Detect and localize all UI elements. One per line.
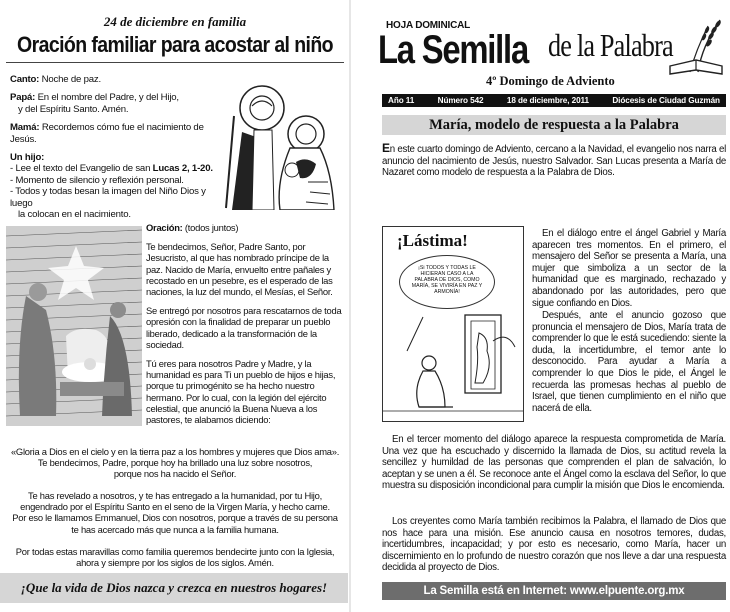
gloria-line-3: porque nos ha nacido el Señor.: [113, 468, 237, 480]
issue-number: Número 542: [437, 96, 484, 105]
family-prayer-page: [0, 0, 348, 612]
cartoon-speech-bubble: ¡Si TODOS Y TODAS LE HICIERAN CASO A LA PALABRA DE DIOS, COMO MARÍA, SE VIVIRÍA EN PAZ Y ARMONÍA!: [399, 255, 495, 309]
prayer-intro: [10, 74, 220, 220]
cartoon-drawing: [383, 311, 523, 421]
masthead-semilla: La Semilla: [378, 28, 528, 72]
gloria-line-2: Te bendecimos, Padre, porque hoy ha brillado una luz sobre nosotros,: [37, 457, 313, 469]
masthead-de-la-palabra: de la Palabra: [548, 27, 673, 63]
hijo-line-2: - Momento de silencio y reflexión personal.: [10, 174, 184, 186]
maravillas-line-2: ahora y siempre por los siglos de los siglos. Amén.: [76, 557, 274, 569]
holy-family-illustration: [212, 72, 340, 210]
revelado-line-1: Te has revelado a nosotros, y te has entregado a la humanidad, por tu Hijo,: [28, 490, 322, 501]
title-rule: [6, 62, 344, 63]
gloria-line-1: «Gloria a Dios en el cielo y en la tierra paz a los hombres y mujeres que Dios ama».: [10, 446, 340, 457]
article-title: María, modelo de respuesta a la Palabra: [382, 115, 726, 135]
bulletin-page: [352, 0, 730, 612]
maravillas-block: [8, 546, 342, 568]
paragraph-2: Después, ante el anuncio gozoso que pronuncia el mensajero de Dios, María trata de comprender lo que le está sucediendo: siente la duda, la incertidumbre, el temor ante lo desconocido. Para ayudar a María a comprender lo que Dios le pide, el Ángel le recuerda las promesas hechas al pueblo de Israel, que tienen cumplimiento en el niño que nacerá de ella.: [532, 310, 726, 414]
papa-label: Papá:: [10, 92, 36, 104]
oracion-label: Oración:: [146, 222, 183, 233]
canto-text: Noche de paz.: [39, 74, 101, 85]
canto-label: Canto:: [10, 74, 40, 85]
nativity-illustration: [6, 226, 142, 426]
oracion-heading: [146, 222, 344, 233]
oracion-paragraph-3: Tú eres para nosotros Padre y Madre, y la humanidad es para Ti un pueblo de hijos e hijas, porque tu primogénito se ha hecho nuestro hermano. Por lo cual, con la legión del ejército celestial, que anunció la Buena Nueva a los pastores, te alabamos diciendo:: [146, 358, 336, 426]
hijo-line-3: - Todos y todas besan la imagen del Niño Dios y luego: [10, 186, 206, 209]
canto-line: [10, 74, 220, 85]
hijo-label: Un hijo:: [10, 152, 45, 164]
hijo-block: [10, 152, 220, 220]
gloria-block: [8, 446, 342, 480]
prayer-title: Oración familiar para acostar al niño: [17, 32, 333, 58]
maravillas-line-1: Por todas estas maravillas como familia queremos bendecirte junto con la Iglesia,: [15, 546, 335, 557]
papa-line: [10, 92, 220, 115]
issue-year: Año 11: [388, 96, 415, 105]
sunday-heading: 4º Domingo de Adviento: [486, 74, 615, 88]
mama-line: [10, 122, 220, 145]
hijo-line-1: - Lee el texto del Evangelio de san: [10, 163, 153, 175]
date-line: 24 de diciembre en familia: [103, 14, 247, 29]
issue-info-bar: [382, 94, 726, 107]
oracion-paragraph-2: Se entregó por nosotros para rescatarnos de toda opresión con la finalidad de preparar un pueblo liberado, dedicado a la transformación de la sociedad.: [146, 305, 342, 350]
mama-label: Mamá:: [10, 122, 40, 134]
hijo-reference: Lucas 2, 1-20.: [152, 163, 213, 175]
cartoon-panel: [382, 226, 524, 422]
oracion-sub: (todos juntos): [182, 222, 239, 233]
closing-text: ¡Que la vida de Dios nazca y crezca en nuestros hogares!: [20, 580, 328, 595]
revelado-line-4: te has acercado más que nunca a la familia humana.: [71, 523, 279, 535]
left-header: [6, 14, 344, 57]
intro-text: n este cuarto domingo de Adviento, cercano a la Navidad, el evangelio nos narra el anuncio del nacimiento de Jesús, nuestro Salvador. San Lucas presenta a María de Nazaret como modelo de respuesta a la Palabra de Dios.: [382, 144, 726, 179]
papa-text-1: En el nombre del Padre, y del Hijo,: [35, 92, 179, 104]
page-fold: [349, 0, 351, 612]
cartoon-title: ¡Lástima!: [397, 231, 468, 250]
issue-date: 18 de diciembre, 2011: [506, 96, 589, 105]
revelado-block: [8, 490, 342, 535]
article-intro: [382, 143, 726, 179]
paragraph-1: En el diálogo entre el ángel Gabriel y María aparecen tres momentos. En el primero, el mensajero del Señor se presenta a María, una mujer que simboliza a un sector de la humanidad que es marginado, rechazado y abandonado por las autoridades, pero que sigue confiando en Dios.: [532, 228, 726, 309]
dropcap: E: [382, 141, 390, 155]
oracion-paragraph-1: Te bendecimos, Señor, Padre Santo, por Jesucristo, al que has nombrado príncipe de la paz. Nacido de María, envuelto entre pañales y recostado en un pesebre, es el esperado de las naciones, la luz del mundo, el Mesías, el Señor.: [146, 241, 333, 298]
website-text: La Semilla está en Internet: www.elpuente.org.mx: [423, 585, 685, 597]
oracion-section: [146, 222, 344, 433]
issue-diocese: Diócesis de Ciudad Guzmán: [612, 96, 720, 105]
papa-text-2: y del Espíritu Santo. Amén.: [18, 103, 129, 115]
paragraph-4: Los creyentes como María también recibimos la Palabra, el llamado de Dios que nos hace para una misión. Ese anuncio causa en nosotros temores, dudas, incertidumbres, incapacidad; y por esto es necesario, como María, hacer un discernimiento en lo profundo de nuestro corazón que nos lleve a dar una respuesta decidida al proyecto de Dios.: [382, 516, 726, 574]
closing-banner: [0, 573, 348, 603]
revelado-line-2: engendrado por el Espíritu Santo en el seno de la Virgen María, y hecho carne.: [20, 501, 330, 513]
wheat-book-logo-icon: [668, 16, 726, 78]
revelado-line-3: Por eso le llamamos Emmanuel, Dios con nosotros, porque a través de su persona: [12, 512, 338, 524]
website-banner: [382, 582, 726, 600]
mama-text: Recordemos cómo fue el nacimiento de Jesús.: [10, 122, 204, 145]
hoja-dominical-label: HOJA DOMINICAL: [386, 20, 471, 31]
paragraph-3: En el tercer momento del diálogo aparece la respuesta comprometida de María. Una vez que ha escuchado y discernido la llamada de Dios, su actitud revela la sencillez y humildad de las personas que comprenden el plan de salvación, lo aceptan y se unen a él. Se reconoce ante el Ángel como la esclava del Señor, lo que muestra su disposición incondicional para cumplir la misión que Dios le encomienda.: [382, 434, 726, 492]
hijo-line-4: la colocan en el nacimiento.: [18, 209, 131, 221]
